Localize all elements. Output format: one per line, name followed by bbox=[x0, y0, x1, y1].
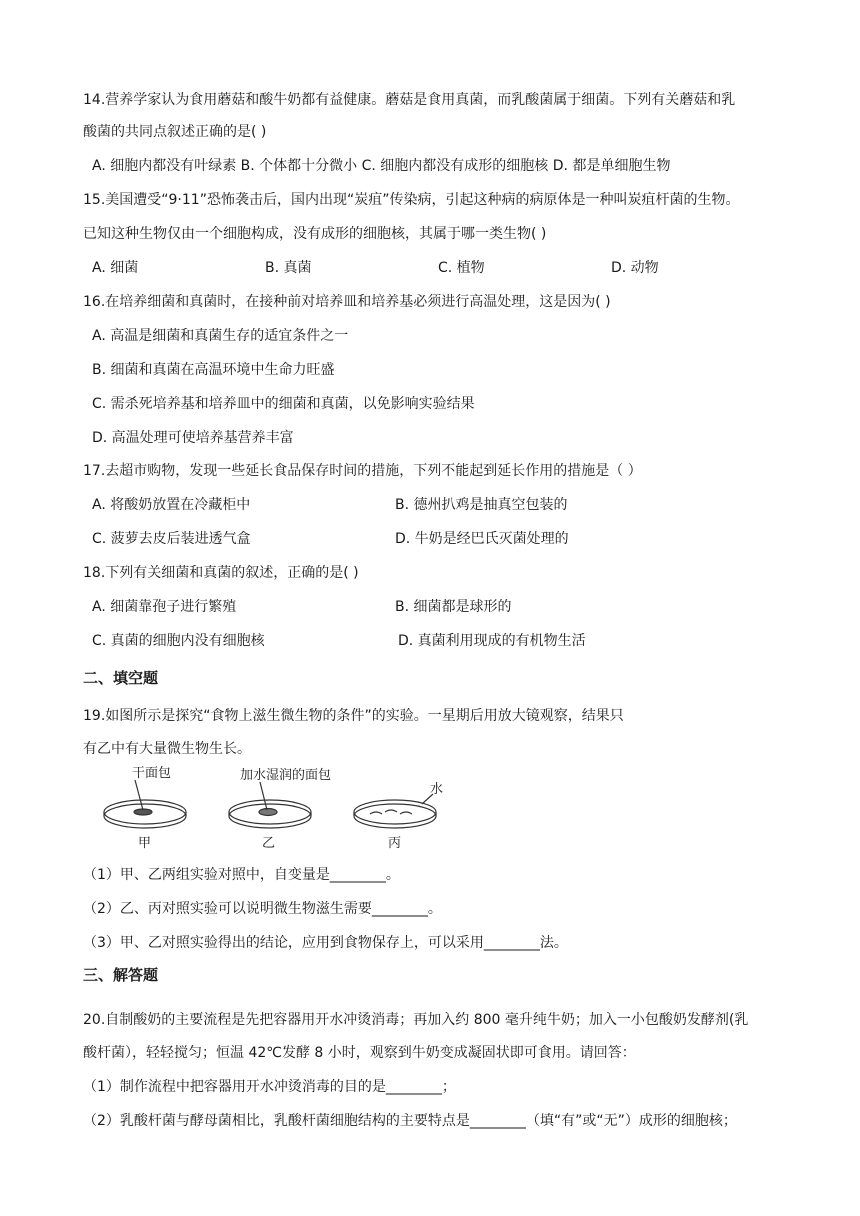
q19-stem-line2: 有乙中有大量微生物生长。 bbox=[83, 741, 251, 757]
label-dry-bread: 干面包 bbox=[132, 766, 172, 781]
q18-stem: 18.下列有关细菌和真菌的叙述，正确的是( ) bbox=[83, 565, 359, 581]
q19-stem-line1: 19.如图所示是探究“食物上滋生微生物的条件”的实验。一星期后用放大镜观察，结果只 bbox=[83, 708, 624, 724]
q19-subquestion-3: （3）甲、乙对照实验得出的结论，应用到食物保存上，可以采用________法。 bbox=[83, 935, 568, 951]
q16-option-a: A. 高温是细菌和真菌生存的适宜条件之一 bbox=[92, 328, 349, 344]
q18-option-d: D. 真菌利用现成的有机物生活 bbox=[398, 633, 586, 649]
q20-stem-line2: 酸杆菌），轻轻搅匀；恒温 42℃发酵 8 小时，观察到牛奶变成凝固状即可食用。请回答： bbox=[83, 1045, 636, 1061]
q16-option-d: D. 高温处理可使培养基营养丰富 bbox=[92, 430, 294, 446]
q14-stem-line2: 酸菌的共同点叙述正确的是( ) bbox=[83, 124, 267, 140]
q15-option-c: C. 植物 bbox=[438, 260, 485, 276]
q15-option-b: B. 真菌 bbox=[265, 260, 312, 276]
q19-subquestion-1: （1）甲、乙两组实验对照中，自变量是________。 bbox=[83, 867, 400, 883]
q16-stem: 16.在培养细菌和真菌时，在接种前对培养皿和培养基必须进行高温处理，这是因为( ) bbox=[83, 294, 611, 310]
q17-option-c: C. 菠萝去皮后装进透气盒 bbox=[92, 531, 251, 547]
section-heading-answer: 三、解答题 bbox=[83, 966, 159, 984]
q17-option-d: D. 牛奶是经巴氏灭菌处理的 bbox=[395, 531, 569, 547]
q15-stem-line1: 15.美国遭受“9·11”恐怖袭击后，国内出现“炭疽”传染病，引起这种病的病原体是一种叫炭疽杆菌的生物。 bbox=[83, 192, 740, 208]
label-dish-jia: 甲 bbox=[138, 836, 152, 851]
q17-option-b: B. 德州扒鸡是抽真空包装的 bbox=[395, 497, 568, 513]
q18-option-b: B. 细菌都是球形的 bbox=[395, 599, 512, 615]
label-dish-yi: 乙 bbox=[262, 836, 276, 851]
q20-subquestion-1: （1）制作流程中把容器用开水冲烫消毒的目的是________； bbox=[83, 1079, 456, 1095]
section-heading-fill-in: 二、填空题 bbox=[83, 669, 159, 687]
q20-subquestion-2: （2）乳酸杆菌与酵母菌相比，乳酸杆菌细胞结构的主要特点是________（填“有”或“无”）成形的细胞核； bbox=[83, 1113, 737, 1129]
q18-option-a: A. 细菌靠孢子进行繁殖 bbox=[92, 599, 237, 615]
q15-option-d: D. 动物 bbox=[611, 260, 659, 276]
label-dish-bing: 丙 bbox=[388, 836, 402, 851]
q19-subquestion-2: （2）乙、丙对照实验可以说明微生物滋生需要________。 bbox=[83, 901, 442, 917]
q15-stem-line2: 已知这种生物仅由一个细胞构成，没有成形的细胞核，其属于哪一类生物( ) bbox=[83, 226, 547, 242]
label-wet-bread: 加水湿润的面包 bbox=[240, 768, 332, 783]
q14-stem-line1: 14.营养学家认为食用蘑菇和酸牛奶都有益健康。蘑菇是食用真菌，而乳酸菌属于细菌。下列有关蘑菇和乳 bbox=[83, 92, 736, 108]
label-water: 水 bbox=[430, 782, 444, 797]
q15-option-a: A. 细菌 bbox=[92, 260, 139, 276]
q14-options: A. 细胞内都没有叶绿素 B. 个体都十分微小 C. 细胞内都没有成形的细胞核 D. 都是单细胞生物 bbox=[92, 158, 671, 174]
petri-dish-figure bbox=[100, 766, 460, 860]
q17-option-a: A. 将酸奶放置在冷藏柜中 bbox=[92, 497, 251, 513]
q20-stem-line1: 20.自制酸奶的主要流程是先把容器用开水冲烫消毒；再加入约 800 毫升纯牛奶；加入一小包酸奶发酵剂(乳 bbox=[83, 1012, 749, 1028]
q17-stem: 17.去超市购物，发现一些延长食品保存时间的措施，下列不能起到延长作用的措施是（ ） bbox=[83, 463, 642, 479]
q18-option-c: C. 真菌的细胞内没有细胞核 bbox=[92, 633, 265, 649]
q16-option-c: C. 需杀死培养基和培养皿中的细菌和真菌，以免影响实验结果 bbox=[92, 396, 475, 412]
q16-option-b: B. 细菌和真菌在高温环境中生命力旺盛 bbox=[92, 362, 335, 378]
